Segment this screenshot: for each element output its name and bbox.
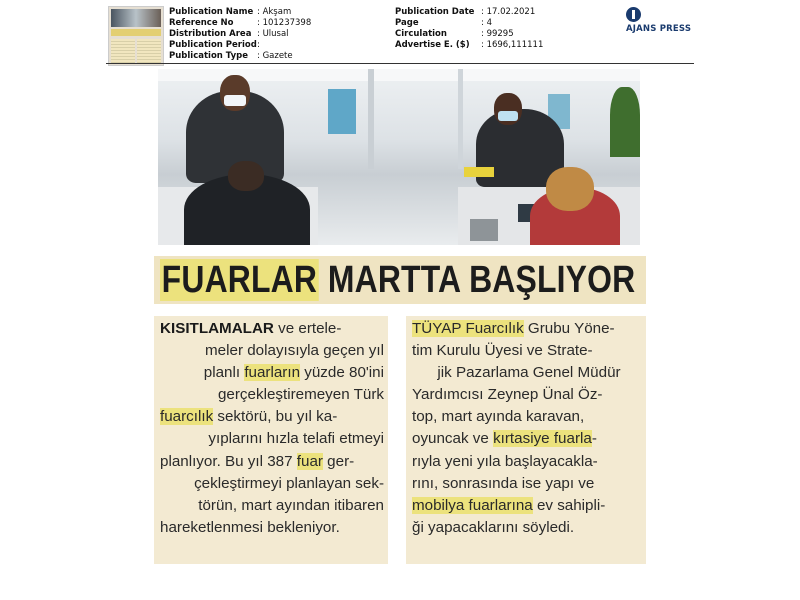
meta-row bbox=[169, 29, 311, 40]
meta-label: Page bbox=[395, 18, 419, 28]
photo-seated-man-head bbox=[228, 161, 264, 191]
publication-meta-left bbox=[169, 7, 311, 62]
photo-pillar bbox=[368, 69, 374, 169]
meta-label: Reference No bbox=[169, 18, 234, 28]
photo-pillar bbox=[458, 69, 463, 169]
photo-booth-sign bbox=[328, 89, 356, 134]
highlighted-keyword: mobilya fuarlarına bbox=[412, 496, 533, 514]
photo-seated-woman-hair bbox=[546, 167, 594, 211]
text-line: çekleştirmeyi planlayan sek- bbox=[194, 474, 384, 492]
text-line bbox=[412, 428, 646, 450]
meta-label: Publication Date bbox=[395, 7, 475, 17]
text-run: ger- bbox=[322, 452, 355, 470]
meta-row bbox=[169, 40, 311, 51]
text-line: top, mart ayında karavan, bbox=[412, 408, 585, 426]
logo-text: AJANS PRESS bbox=[626, 24, 692, 34]
photo-yellow-folder bbox=[464, 167, 494, 177]
text-line: rını, sonrasında ise yapı ve bbox=[412, 474, 595, 492]
article-headline bbox=[160, 258, 635, 302]
photo-printer bbox=[470, 219, 498, 241]
lead-word: KISITLAMALAR bbox=[160, 320, 274, 337]
meta-label: Distribution Area bbox=[169, 29, 252, 39]
highlighted-keyword: fuarların bbox=[244, 364, 301, 382]
photo-plant bbox=[610, 87, 640, 157]
text-run: - bbox=[591, 430, 597, 448]
meta-label: Publication Name bbox=[169, 7, 254, 17]
article-column-right bbox=[406, 316, 646, 564]
meta-value: : 101237398 bbox=[257, 18, 312, 28]
photo-face-mask bbox=[498, 111, 518, 121]
photo-face-mask bbox=[224, 95, 246, 106]
ajans-press-logo bbox=[626, 7, 698, 37]
text-line: meler dolayısıyla geçen yıl bbox=[205, 342, 384, 360]
thumbnail-column-right bbox=[137, 39, 161, 63]
header-divider bbox=[106, 63, 694, 64]
article-column-left bbox=[154, 316, 388, 564]
thumbnail-photo bbox=[111, 9, 161, 27]
meta-value: : 1696,111111 bbox=[481, 40, 544, 50]
text-line: hareketlenmesi bekleniyor. bbox=[160, 518, 340, 536]
meta-value: : 4 bbox=[481, 18, 492, 28]
meta-row bbox=[169, 7, 311, 18]
meta-label: Circulation bbox=[395, 29, 447, 39]
text-line: tim Kurulu Üyesi ve Strate- bbox=[412, 342, 593, 360]
meta-value: : bbox=[257, 40, 260, 50]
meta-row bbox=[395, 29, 543, 40]
headline-highlight-word: FUARLAR bbox=[161, 259, 318, 301]
text-line: yıplarını hızla telafi etmeyi bbox=[208, 430, 384, 448]
meta-label: Advertise E. ($) bbox=[395, 40, 470, 50]
text-line bbox=[412, 495, 646, 517]
text-line bbox=[412, 318, 646, 340]
meta-row bbox=[395, 7, 543, 18]
text-line: ği yapacaklarını söyledi. bbox=[412, 518, 575, 536]
highlighted-keyword: TÜYAP Fuarcılık bbox=[412, 320, 524, 337]
highlighted-keyword: fuarcılık bbox=[160, 408, 214, 426]
meta-row bbox=[169, 18, 311, 29]
thumbnail-column-left bbox=[111, 39, 135, 63]
meta-row bbox=[395, 40, 543, 51]
publication-meta-right bbox=[395, 7, 543, 51]
text-line bbox=[160, 318, 388, 340]
text-run: ev sahipli- bbox=[532, 496, 606, 514]
text-run: sektörü, bu yıl ka- bbox=[213, 408, 338, 426]
text-line: jik Pazarlama Genel Müdür bbox=[437, 364, 621, 382]
text-run: Grubu Yöne- bbox=[523, 320, 615, 337]
text-line: rıyla yeni yıla başlayacakla- bbox=[412, 452, 598, 470]
meta-value: : Gazete bbox=[257, 51, 293, 61]
page-thumbnail bbox=[108, 6, 164, 66]
meta-value: : 99295 bbox=[481, 29, 514, 39]
ajans-press-logo-icon bbox=[626, 7, 641, 22]
text-run: ve ertele- bbox=[273, 320, 342, 337]
meta-value: : Akşam bbox=[257, 7, 292, 17]
text-run: yüzde 80'ini bbox=[300, 364, 384, 382]
text-line bbox=[160, 362, 388, 384]
meta-row bbox=[395, 18, 543, 29]
text-line: törün, mart ayından itibaren bbox=[198, 496, 384, 514]
highlighted-keyword: kırtasiye fuarla bbox=[493, 430, 592, 448]
meta-value: : 17.02.2021 bbox=[481, 7, 536, 17]
meta-value: : Ulusal bbox=[257, 29, 289, 39]
headline-rest: MARTTA BAŞLIYOR bbox=[318, 259, 636, 301]
text-run: oyuncak ve bbox=[412, 430, 494, 448]
meta-row bbox=[169, 51, 311, 62]
text-line: gerçekleştiremeyen Türk bbox=[217, 386, 384, 404]
thumbnail-headline bbox=[111, 29, 161, 36]
article-photo bbox=[158, 69, 640, 245]
text-line bbox=[160, 406, 388, 428]
meta-label: Publication Period bbox=[169, 40, 257, 50]
highlighted-keyword: fuar bbox=[296, 452, 323, 470]
text-line: Yardımcısı Zeynep Ünal Öz- bbox=[412, 386, 603, 404]
text-line bbox=[160, 451, 388, 473]
text-run: planlı bbox=[203, 364, 245, 382]
text-run: planlıyor. Bu yıl 387 bbox=[160, 452, 297, 470]
meta-label: Publication Type bbox=[169, 51, 248, 61]
